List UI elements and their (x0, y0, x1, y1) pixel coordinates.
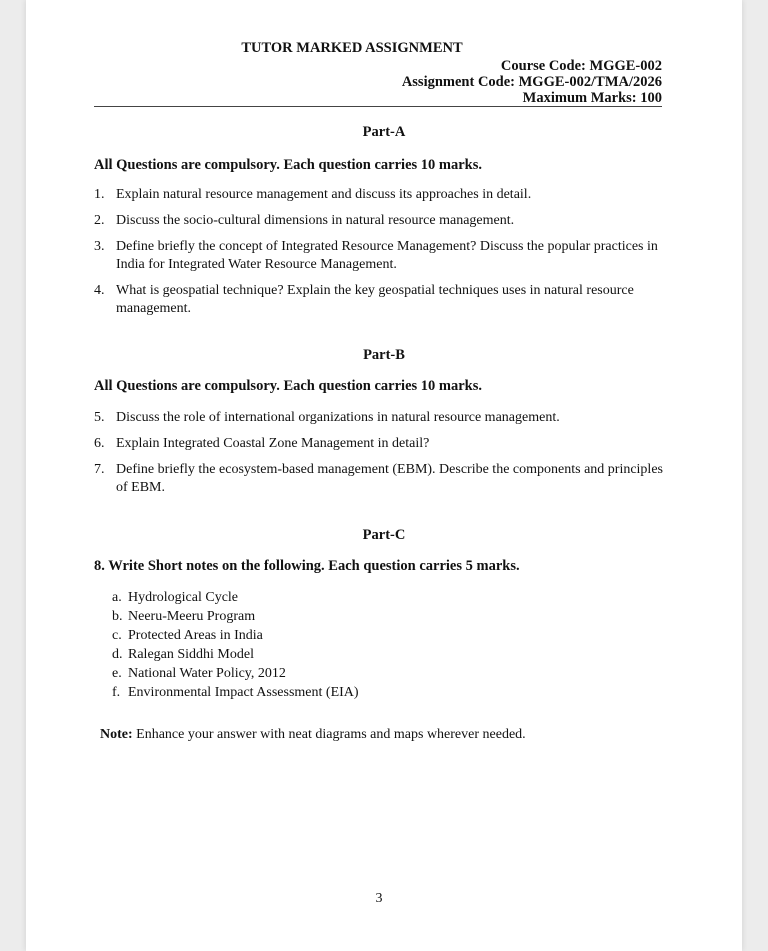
question-item (94, 461, 674, 497)
question-item (94, 282, 674, 318)
item-letter: f. (112, 685, 121, 700)
header-divider (94, 106, 662, 107)
question-text: Explain Integrated Coastal Zone Management in detail? (116, 436, 430, 451)
document-page (26, 0, 742, 951)
item-text: National Water Policy, 2012 (128, 666, 286, 681)
part-b-question-list (94, 409, 674, 505)
question-text: Define briefly the ecosystem-based management (EBM). Describe the components and principles of EBM. (116, 462, 663, 495)
question-item (94, 409, 674, 427)
page-number: 3 (375, 891, 383, 906)
question-item (94, 186, 674, 204)
item-letter: e. (112, 666, 122, 681)
item-text: Ralegan Siddhi Model (128, 647, 254, 662)
short-note-item (112, 607, 359, 626)
question-number: 1. (94, 187, 105, 202)
question-number: 3. (94, 239, 105, 254)
note (100, 727, 526, 743)
part-b-instruction: All Questions are compulsory. Each question carries 10 marks. (94, 378, 483, 394)
note-text: Enhance your answer with neat diagrams and maps wherever needed. (132, 727, 526, 742)
item-text: Protected Areas in India (128, 628, 263, 643)
assignment-title: TUTOR MARKED ASSIGNMENT (241, 40, 463, 56)
short-notes-list (112, 588, 359, 702)
course-code: Course Code: MGGE-002 (500, 58, 662, 74)
note-label: Note: (100, 727, 133, 742)
short-note-item (112, 664, 359, 683)
item-letter: d. (112, 647, 123, 662)
assignment-codes (402, 58, 662, 106)
question-item (94, 212, 674, 230)
question-number: 5. (94, 410, 105, 425)
item-letter: c. (112, 628, 122, 643)
question-number: 7. (94, 462, 105, 477)
part-a-question-list (94, 186, 674, 326)
question-item (94, 435, 674, 453)
part-b-heading: Part-B (363, 347, 405, 363)
question-text: What is geospatial technique? Explain the key geospatial techniques uses in natural resource management. (116, 283, 634, 316)
question-text: Define briefly the concept of Integrated Resource Management? Discuss the popular practices in India for Integrated Water Resource Management. (116, 239, 658, 272)
part-c-heading: Part-C (362, 527, 406, 543)
question-item (94, 238, 674, 274)
question-text: Discuss the socio-cultural dimensions in natural resource management. (116, 213, 515, 228)
short-note-item (112, 626, 359, 645)
part-c-instruction: 8. Write Short notes on the following. Each question carries 5 marks. (94, 558, 520, 574)
short-note-item (112, 645, 359, 664)
question-text: Discuss the role of international organizations in natural resource management. (116, 410, 560, 425)
question-text: Explain natural resource management and discuss its approaches in detail. (116, 187, 532, 202)
item-text: Hydrological Cycle (128, 590, 239, 605)
question-number: 2. (94, 213, 105, 228)
part-a-heading: Part-A (362, 124, 406, 140)
short-note-item (112, 588, 359, 607)
question-number: 6. (94, 436, 105, 451)
item-text: Environmental Impact Assessment (EIA) (128, 685, 359, 700)
question-number: 4. (94, 283, 105, 298)
part-a-instruction: All Questions are compulsory. Each question carries 10 marks. (94, 157, 483, 173)
item-letter: b. (112, 609, 123, 624)
maximum-marks: Maximum Marks: 100 (522, 90, 662, 106)
item-letter: a. (112, 590, 122, 605)
assignment-code: Assignment Code: MGGE-002/TMA/2026 (401, 74, 662, 90)
item-text: Neeru-Meeru Program (128, 609, 256, 624)
short-note-item (112, 683, 359, 702)
